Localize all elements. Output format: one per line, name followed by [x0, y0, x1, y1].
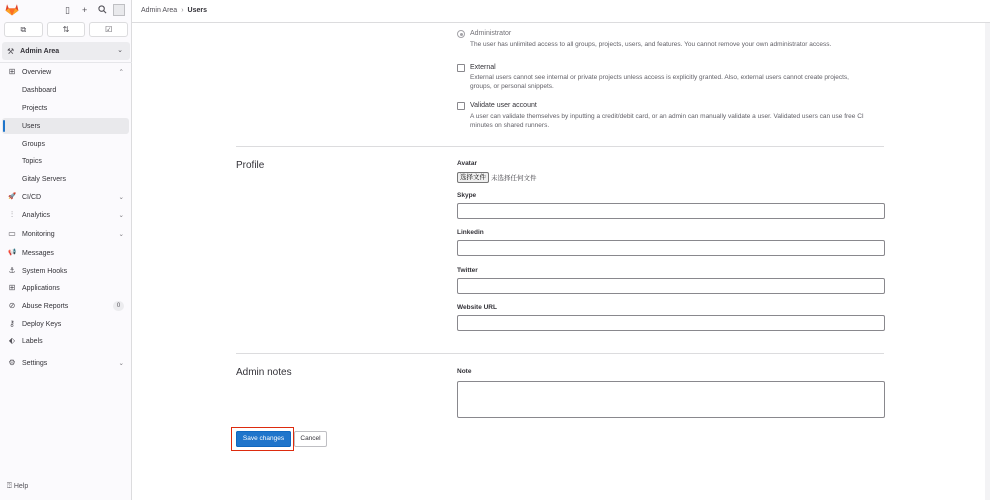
issues-icon: ⧉: [20, 24, 27, 34]
website-url-label: Website URL: [457, 304, 497, 311]
breadcrumb-separator-icon: ›: [181, 7, 184, 14]
abuse-icon: ⊘: [8, 301, 16, 310]
choose-file-button[interactable]: 选择文件: [457, 172, 489, 183]
save-changes-button[interactable]: Save changes: [236, 431, 291, 447]
file-status: 未选择任何文件: [491, 174, 537, 182]
sidebar-item-label: Gitaly Servers: [22, 176, 66, 183]
page-scrollbar[interactable]: [985, 23, 990, 500]
skype-input[interactable]: [457, 203, 885, 219]
sidebar-item-label: Overview: [22, 69, 52, 76]
sidebar-item-label: Projects: [22, 105, 48, 112]
sidebar-item-label: Abuse Reports: [22, 303, 69, 310]
sidebar-divider: [0, 62, 132, 63]
grid-icon: ⊞: [8, 67, 16, 76]
profile-section-title: Profile: [236, 160, 265, 171]
merge-requests-button[interactable]: [47, 22, 86, 37]
label-icon: ⬖: [8, 336, 16, 345]
breadcrumb-users[interactable]: Users: [187, 7, 207, 14]
twitter-label: Twitter: [457, 267, 478, 274]
sidebar-item-abuse-reports[interactable]: [2, 298, 129, 314]
section-divider: [236, 353, 884, 354]
rocket-icon: 🚀: [7, 193, 17, 200]
search-icon[interactable]: [98, 5, 107, 14]
external-help: External users cannot see internal or private projects unless access is explicitly granted. Also, external users cannot create projects, groups, or personal snippets.: [470, 74, 849, 90]
sidebar-item-projects[interactable]: [2, 100, 129, 116]
sidebar-toggle-icon[interactable]: ▯: [65, 5, 70, 15]
main-content: [132, 23, 990, 500]
apps-icon: ⊞: [8, 283, 16, 292]
bullhorn-icon: 📢: [7, 249, 17, 256]
sidebar-item-groups[interactable]: [2, 136, 129, 152]
user-avatar[interactable]: [113, 4, 125, 16]
context-switcher[interactable]: [2, 42, 130, 60]
sidebar-item-label: Users: [22, 123, 41, 130]
key-icon: ⚷: [9, 319, 15, 328]
settings-icon: ⚙: [8, 358, 16, 367]
sidebar-item-label: Monitoring: [22, 231, 55, 238]
sidebar-item-label: Topics: [22, 158, 42, 165]
chevron-down-icon: ⌄: [118, 231, 124, 238]
skype-label: Skype: [457, 192, 477, 199]
cancel-button[interactable]: Cancel: [294, 431, 327, 447]
sidebar-item-label: Groups: [22, 141, 45, 148]
sidebar-item-dashboard[interactable]: [2, 82, 129, 98]
admin-notes-section-title: Admin notes: [236, 367, 292, 378]
chevron-down-icon: ⌄: [117, 47, 123, 54]
twitter-input[interactable]: [457, 278, 885, 294]
top-bar: [132, 0, 990, 23]
chevron-down-icon: ⌄: [118, 212, 124, 219]
help-label: Help: [13, 482, 29, 490]
sidebar-item-system-hooks[interactable]: [2, 263, 129, 279]
chevron-down-icon: ⌄: [118, 194, 124, 201]
administrator-help: The user has unlimited access to all groups, projects, users, and features. You cannot remove your own administrator access.: [470, 41, 832, 48]
note-label: Note: [457, 368, 472, 375]
sidebar-quick-buttons: [4, 22, 128, 39]
chevron-down-icon: ⌄: [118, 360, 124, 367]
issues-button[interactable]: [4, 22, 43, 37]
administrator-label: Administrator: [470, 30, 512, 37]
external-label: External: [470, 64, 496, 71]
monitor-icon: ▭: [8, 229, 16, 238]
breadcrumb: [141, 7, 207, 14]
sidebar-item-label: Dashboard: [22, 87, 57, 94]
admin-wrench-icon: ⚒: [7, 46, 15, 56]
note-textarea[interactable]: [457, 381, 885, 418]
merge-request-icon: ⇅: [62, 25, 70, 34]
sidebar-item-label: Deploy Keys: [22, 321, 62, 328]
sidebar-item-gitaly-servers[interactable]: [2, 171, 129, 187]
sidebar-header: [0, 0, 132, 22]
todos-button[interactable]: [89, 22, 128, 37]
sidebar-item-settings[interactable]: [2, 355, 129, 371]
context-title: Admin Area: [20, 47, 60, 55]
hook-icon: ⚓: [8, 266, 16, 275]
help-icon: ⍰: [7, 481, 12, 490]
avatar-label: Avatar: [457, 160, 477, 167]
sidebar-item-messages[interactable]: [2, 245, 129, 261]
plus-icon[interactable]: +: [82, 5, 88, 15]
linkedin-label: Linkedin: [457, 229, 484, 236]
sidebar-item-deploy-keys[interactable]: [2, 316, 129, 332]
sidebar-item-label: Settings: [22, 360, 48, 367]
linkedin-input[interactable]: [457, 240, 885, 256]
sidebar-item-applications[interactable]: [2, 280, 129, 296]
website-url-input[interactable]: [457, 315, 885, 331]
sidebar-item-label: Labels: [22, 338, 43, 345]
sidebar-item-label: CI/CD: [22, 194, 42, 201]
count-badge: 0: [113, 301, 124, 311]
help-link[interactable]: [7, 481, 28, 491]
sidebar: [0, 0, 132, 500]
avatar-file-picker: [457, 172, 537, 183]
sidebar-item-analytics[interactable]: [2, 207, 129, 223]
sidebar-item-overview[interactable]: [2, 64, 129, 80]
sidebar-item-label: Messages: [22, 250, 54, 257]
sidebar-item-label: System Hooks: [22, 268, 68, 275]
administrator-radio[interactable]: [457, 30, 465, 38]
sidebar-item-ci-cd[interactable]: [2, 189, 129, 205]
chart-icon: ⫶: [11, 210, 13, 219]
validate-user-checkbox[interactable]: [457, 102, 465, 110]
sidebar-item-label: Analytics: [22, 212, 51, 219]
validate-user-label: Validate user account: [470, 102, 537, 109]
sidebar-item-labels[interactable]: [2, 333, 129, 349]
sidebar-item-monitoring[interactable]: [2, 226, 129, 242]
external-checkbox[interactable]: [457, 64, 465, 72]
gitlab-logo-icon[interactable]: [5, 3, 19, 16]
todo-icon: ☑: [105, 25, 113, 34]
section-divider: [236, 146, 884, 147]
sidebar-item-users[interactable]: [2, 118, 129, 134]
sidebar-item-topics[interactable]: [2, 153, 129, 169]
sidebar-item-label: Applications: [22, 285, 60, 292]
validate-user-help: A user can validate themselves by inputting a credit/debit card, or an admin can manually validate a user. Validated users can use free CI minutes on shared runners.: [470, 113, 864, 129]
breadcrumb-admin-area[interactable]: Admin Area: [141, 7, 178, 14]
chevron-up-icon: ⌃: [118, 69, 124, 76]
